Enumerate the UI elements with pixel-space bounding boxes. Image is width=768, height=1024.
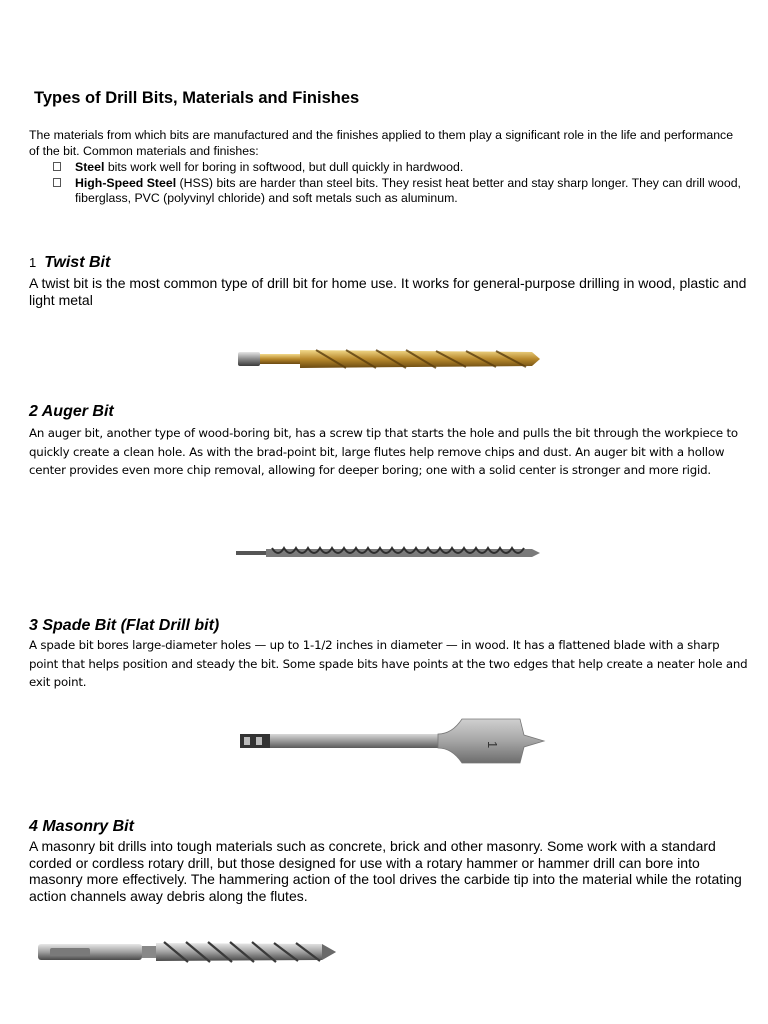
intro-paragraph: The materials from which bits are manufactured and the finishes applied to them play a significant role in the life and performance of the bit. Common materials and finishes:	[29, 128, 734, 158]
masonry-bit-image	[36, 938, 340, 966]
section-heading-spade-bit: 3 Spade Bit (Flat Drill bit)	[29, 617, 220, 634]
section-heading-auger-bit: 2 Auger Bit	[29, 403, 114, 420]
section-name: Twist Bit	[44, 254, 111, 271]
checkbox-bullet-icon	[53, 178, 61, 187]
twist-bit-image	[236, 344, 542, 374]
list-item	[53, 160, 753, 176]
list-item	[53, 176, 753, 207]
section-heading-masonry-bit: 4 Masonry Bit	[29, 818, 134, 835]
page-title: Types of Drill Bits, Materials and Finishes	[34, 89, 360, 107]
auger-bit-image	[236, 545, 542, 561]
spade-bit-image	[238, 713, 544, 769]
section-body-twist-bit: A twist bit is the most common type of drill bit for home use. It works for general-purpose drilling in wood, plastic and light metal	[29, 275, 747, 308]
materials-list	[53, 160, 753, 207]
section-heading-twist-bit	[29, 254, 110, 272]
spade-blade-mark: 1	[485, 741, 500, 749]
section-body-auger-bit: An auger bit, another type of wood-boring bit, has a screw tip that starts the hole and pulls the bit through the workpiece to quickly create a clean hole. As with the brad-point bit, large flutes help remove chips and dust. An auger bit with a hollow center provides even more chip removal, allowing for deeper boring; one with a solid center is stronger and more rigid.	[29, 426, 738, 477]
checkbox-bullet-icon	[53, 162, 61, 171]
section-body-spade-bit: A spade bit bores large-diameter holes — up to 1-1/2 inches in diameter — in wood. It has a flattened blade with a sharp point that helps position and steady the bit. Some spade bits have points at the two edges that help create a neater hole and exit point.	[29, 638, 748, 689]
section-body-masonry-bit: A masonry bit drills into tough materials such as concrete, brick and other masonry. Some work with a standard corded or cordless rotary drill, but those designed for use with a rotary hammer or hammer drill can bore into masonry more effectively. The hammering action of the tool drives the carbide tip into the material while the rotating action channels away debris along the flutes.	[29, 838, 742, 904]
material-term: Steel	[75, 160, 105, 174]
material-text: (HSS) bits are harder than steel bits. They resist heat better and stay sharp longer. They can drill wood, fiberglass, PVC (polyvinyl chloride) and soft metals such as aluminum.	[75, 175, 741, 205]
section-number: 1	[29, 255, 37, 270]
material-text: bits work well for boring in softwood, but dull quickly in hardwood.	[104, 160, 464, 174]
material-term: High-Speed Steel	[75, 175, 177, 190]
